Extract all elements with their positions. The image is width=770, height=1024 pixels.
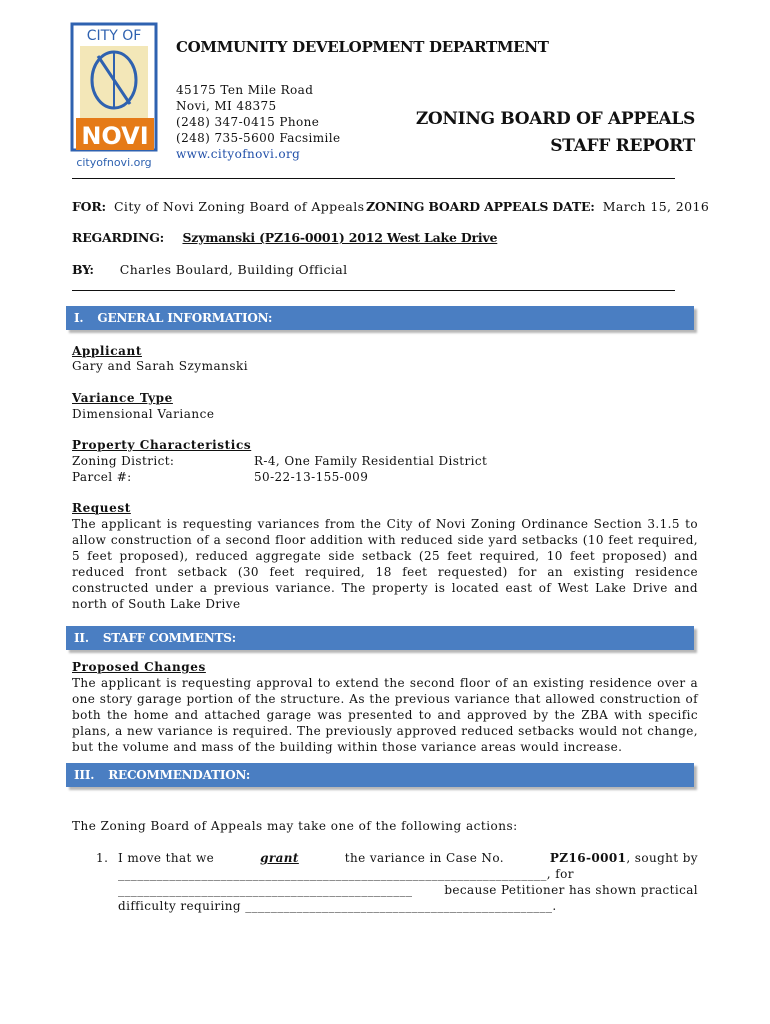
for-value: City of Novi Zoning Board of Appeals xyxy=(113,199,365,214)
for-field xyxy=(72,199,364,214)
by-value: Charles Boulard, Building Official xyxy=(119,262,348,277)
zoning-district-value: R-4, One Family Residential District xyxy=(254,454,488,468)
section-title: GENERAL INFORMATION: xyxy=(97,311,273,325)
section-title: RECOMMENDATION: xyxy=(108,768,251,782)
action-item-line-2: ___________________________________________________________________, for xyxy=(118,867,574,881)
date-label: ZONING BOARD APPEALS DATE: xyxy=(366,199,595,214)
proposed-changes-heading: Proposed Changes xyxy=(72,660,206,674)
zoning-district-key: Zoning District: xyxy=(72,454,175,468)
request-heading: Request xyxy=(72,501,131,515)
date-value: March 15, 2016 xyxy=(602,199,710,214)
action-text-line-3: because Petitioner has shown practical xyxy=(444,883,698,897)
request-paragraph: The applicant is requesting variances from the City of Novi Zoning Ordinance Section 3.1.5 to allow construction of a second floor addition with reduced side yard setbacks (10 feet required, 5 feet proposed), reduced aggregate side setback (25 feet required, 10 feet proposed) and reduced front setback (30 feet required, 18 feet requested) for an existing residence constructed under a previous variance. The property is located east of West Lake Drive and north of South Lake Drive xyxy=(72,517,698,611)
report-title-line-2: STAFF REPORT xyxy=(550,136,695,156)
variance-type-heading: Variance Type xyxy=(72,391,173,405)
section-title: STAFF COMMENTS: xyxy=(102,631,236,645)
by-label: BY: xyxy=(72,262,94,277)
date-field xyxy=(366,199,709,214)
regarding-field xyxy=(72,230,505,245)
regarding-label: REGARDING: xyxy=(72,230,165,245)
address-block xyxy=(176,82,341,162)
variance-type-value: Dimensional Variance xyxy=(72,407,215,421)
svg-text:NOVI: NOVI xyxy=(81,122,149,150)
action-text-post: , sought by xyxy=(626,851,698,865)
parcel-key: Parcel #: xyxy=(72,470,132,484)
section-general-information-header xyxy=(66,306,694,330)
action-text-mid: the variance in Case No. xyxy=(344,851,504,865)
grant-word: grant xyxy=(260,851,299,865)
parcel-value: 50-22-13-155-009 xyxy=(254,470,369,484)
report-title xyxy=(415,106,695,160)
section-recommendation-header xyxy=(66,763,694,787)
action-blank-3: ______________________________________________ xyxy=(118,883,413,897)
svg-text:cityofnovi.org: cityofnovi.org xyxy=(76,156,152,169)
report-title-line-1: ZONING BOARD OF APPEALS xyxy=(415,109,695,129)
action-text-pre: I move that we xyxy=(118,851,215,865)
section-number: II. xyxy=(74,631,89,645)
proposed-changes-paragraph: The applicant is requesting approval to extend the second floor of an existing residence over a one story garage portion of the structure. As the previous variance that allowed construction of both the home and attached garage was presented to and approved by the ZBA with specific plans, a new variance is required. The previously approved reduced setbacks would not change, but the volume and mass of the building within those variance areas would increase. xyxy=(72,676,698,754)
header-divider xyxy=(72,178,675,179)
applicant-heading: Applicant xyxy=(72,344,142,358)
action-item-line-1 xyxy=(118,850,698,866)
action-item-number: 1. xyxy=(96,851,109,865)
phone: (248) 347-0415 Phone xyxy=(176,115,320,129)
property-characteristics-heading: Property Characteristics xyxy=(72,438,252,452)
zoning-district-row xyxy=(72,453,488,469)
for-label: FOR: xyxy=(72,199,106,214)
meta-divider xyxy=(72,290,675,291)
website-link[interactable]: www.cityofnovi.org xyxy=(176,147,301,161)
parcel-row xyxy=(72,469,369,485)
department-title: COMMUNITY DEVELOPMENT DEPARTMENT xyxy=(176,38,549,56)
section-number: III. xyxy=(74,768,95,782)
section-staff-comments-header xyxy=(66,626,694,650)
recommendation-intro: The Zoning Board of Appeals may take one of the following actions: xyxy=(72,819,518,833)
case-number: PZ16-0001 xyxy=(549,851,627,865)
fax: (248) 735-5600 Facsimile xyxy=(176,131,341,145)
applicant-value: Gary and Sarah Szymanski xyxy=(72,359,249,373)
svg-text:CITY OF: CITY OF xyxy=(86,28,142,44)
regarding-value: Szymanski (PZ16-0001) 2012 West Lake Drive xyxy=(182,230,498,245)
action-item-line-3 xyxy=(118,882,698,898)
city-of-novi-logo xyxy=(70,22,160,172)
address-line-1: 45175 Ten Mile Road xyxy=(176,83,314,97)
action-item-line-4: difficulty requiring ________________________________________________. xyxy=(118,899,557,913)
by-field xyxy=(72,262,348,277)
address-line-2: Novi, MI 48375 xyxy=(176,99,277,113)
section-number: I. xyxy=(74,311,84,325)
